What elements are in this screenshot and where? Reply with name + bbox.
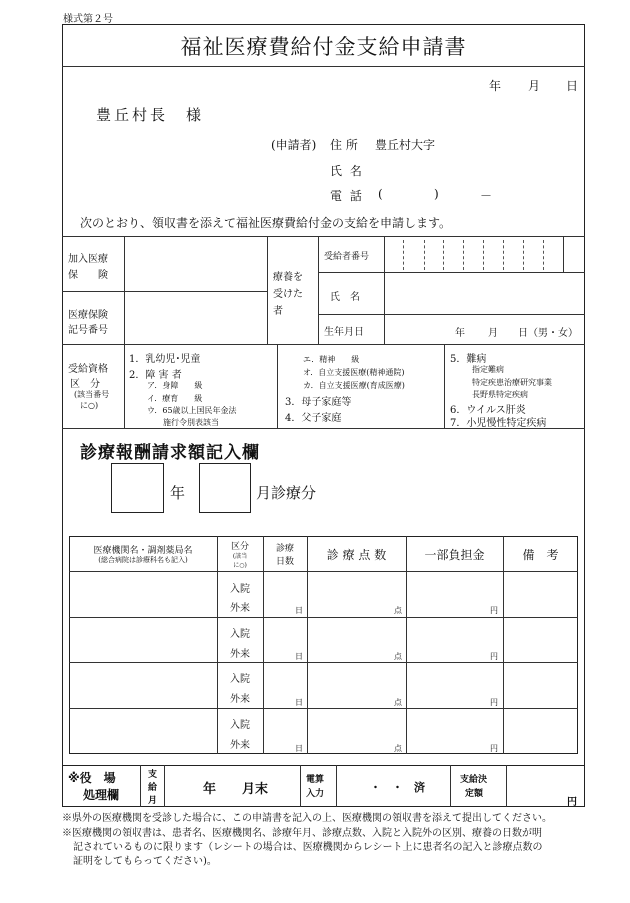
office-dots: ・ ・ 済	[370, 781, 425, 794]
row-yen-unit: 円	[490, 606, 498, 615]
row-day-unit: 日	[295, 652, 303, 661]
birth-month: 月	[488, 328, 498, 339]
address-label: 住 所	[330, 138, 358, 152]
elig-col1-5: ウ．65歳以上国民年金法	[147, 406, 237, 415]
eligibility-note-1: (該当番号	[74, 390, 110, 399]
date-day: 日	[566, 79, 579, 93]
page-title: 福祉医療費給付金支給申請書	[180, 35, 467, 59]
elig-col3-2: 指定難病	[472, 365, 504, 374]
note-line-4: 証明をしてもらってください)。	[73, 856, 217, 867]
row-point-unit: 点	[394, 606, 402, 615]
row-point-unit: 点	[394, 698, 402, 707]
row-yen-unit: 円	[490, 744, 498, 753]
title-divider	[62, 66, 585, 67]
claims-heading: 診療報酬請求額記入欄	[80, 443, 260, 463]
birth-label: 生年月日	[324, 327, 364, 338]
kanyu-label-1: 加入医療	[68, 254, 108, 265]
elig-col1-1: 1．乳幼児･児童	[129, 354, 201, 365]
name-label: 氏 名	[330, 164, 364, 178]
office-year-month-end: 年 月末	[203, 782, 269, 797]
row-inpatient: 入院	[230, 584, 250, 595]
eligibility-label-2: 区 分	[70, 379, 100, 390]
patient-label-3: 者	[273, 306, 283, 317]
office-amount-2: 定額	[465, 789, 484, 799]
office-label-1: ※役 場	[68, 771, 116, 785]
elig-col3-3: 特定疾患治療研究事業	[472, 378, 552, 387]
row-outpatient: 外来	[230, 740, 250, 751]
elig-col3-5: 6．ウイルス肝炎	[450, 405, 526, 416]
birth-year: 年	[455, 328, 465, 339]
patient-name-label: 氏 名	[330, 292, 360, 303]
elig-col1-2: 2．障 害 者	[129, 370, 182, 381]
row-inpatient: 入院	[230, 720, 250, 731]
row-outpatient: 外来	[230, 649, 250, 660]
office-amount-1: 支給決	[460, 775, 488, 785]
phone-dash: －	[480, 189, 493, 203]
elig-col3-6: 7．小児慢性特定疾病	[450, 418, 547, 429]
header-facility-note: (総合病院は診療科名も記入)	[98, 556, 188, 564]
header-remarks: 備 考	[522, 548, 559, 562]
applicant-label: (申請者)	[271, 138, 317, 152]
birth-day: 日	[518, 328, 528, 339]
row-yen-unit: 円	[490, 652, 498, 661]
claims-month-box[interactable]	[199, 463, 251, 513]
eligibility-label-1: 受給資格	[68, 364, 108, 375]
row-inpatient: 入院	[230, 629, 250, 640]
office-densan-1: 電算	[306, 775, 325, 785]
note-line-1: ※県外の医療機関を受診した場合に、この申請書を記入の上、医療機関の領収書を添えて提出してください。	[62, 813, 552, 824]
row-day-unit: 日	[295, 698, 303, 707]
statement: 次のとおり、領収書を添えて福祉医療費給付金の支給を申請します。	[80, 216, 452, 230]
header-kubun-note-1: (該当	[232, 553, 248, 560]
note-line-3: 記されているものに限ります（レシートの場合は、医療機関からレシート上に患者名の記入と診療点数の	[73, 842, 543, 853]
elig-col1-4: イ．療育 級	[147, 394, 203, 403]
row-inpatient: 入院	[230, 674, 250, 685]
elig-col1-3: ア．身障 級	[147, 381, 203, 390]
header-days-2: 日数	[275, 557, 294, 567]
row-yen-unit: 円	[490, 698, 498, 707]
note-line-2: ※医療機関の領収書は、患者名、医療機関名、診療年月、診療点数、入院と入院外の区別、療養の日数が明	[62, 828, 542, 839]
form-number: 様式第２号	[63, 14, 113, 25]
elig-col2-4: 3．母子家庭等	[285, 397, 352, 408]
eligibility-note-2: に○)	[80, 401, 99, 410]
claims-table	[69, 536, 578, 754]
birth-sex: （男・女）	[528, 328, 578, 339]
elig-col2-1: エ．精神 級	[303, 355, 360, 364]
elig-col2-3: カ．自立支援医療(育成医療)	[303, 381, 405, 390]
row-day-unit: 日	[295, 606, 303, 615]
elig-col2-2: オ．自立支援医療(精神通院)	[303, 368, 405, 377]
addressee: 豊丘村長 様	[96, 106, 205, 124]
date-year: 年	[489, 79, 502, 93]
phone-label: 電 話	[330, 189, 364, 203]
patient-label-2: 受けた	[273, 289, 303, 300]
address-value: 豊丘村大字	[375, 138, 436, 152]
header-points: 診 療 点 数	[326, 548, 387, 562]
kanyu-label-2: 保 険	[68, 270, 108, 281]
date-month: 月	[528, 79, 541, 93]
claims-month-suffix: 月診療分	[256, 484, 317, 502]
header-days-1: 診療	[275, 544, 294, 554]
kigo-label-2: 記号番号	[68, 325, 108, 336]
phone-open: (	[378, 187, 383, 201]
office-shikyu-3: 月	[148, 796, 158, 806]
elig-col1-6: 施行令別表該当	[163, 418, 219, 427]
elig-col3-4: 長野県特定疾病	[472, 390, 528, 399]
elig-col3-1: 5．難病	[450, 354, 487, 365]
office-shikyu-1: 支	[148, 770, 158, 780]
row-point-unit: 点	[394, 652, 402, 661]
header-kubun: 区分	[230, 542, 249, 552]
header-kubun-note-2: に○)	[233, 562, 247, 569]
office-yen: 円	[567, 797, 577, 808]
patient-label-1: 療養を	[273, 272, 303, 283]
header-copay: 一部負担金	[424, 548, 485, 562]
row-outpatient: 外来	[230, 694, 250, 705]
header-facility: 医療機関名・調剤薬局名	[93, 546, 193, 556]
elig-col2-5: 4．父子家庭	[285, 413, 342, 424]
row-outpatient: 外来	[230, 603, 250, 614]
office-shikyu-2: 給	[148, 783, 158, 793]
claims-year-box[interactable]	[111, 463, 164, 513]
kigo-label-1: 医療保険	[68, 310, 108, 321]
row-point-unit: 点	[394, 744, 402, 753]
phone-close: )	[434, 187, 439, 201]
jukyu-label: 受給者番号	[324, 252, 370, 262]
office-label-2: 処理欄	[83, 788, 120, 802]
claims-year-suffix: 年	[170, 484, 186, 502]
row-day-unit: 日	[295, 744, 303, 753]
office-densan-2: 入力	[306, 789, 325, 799]
